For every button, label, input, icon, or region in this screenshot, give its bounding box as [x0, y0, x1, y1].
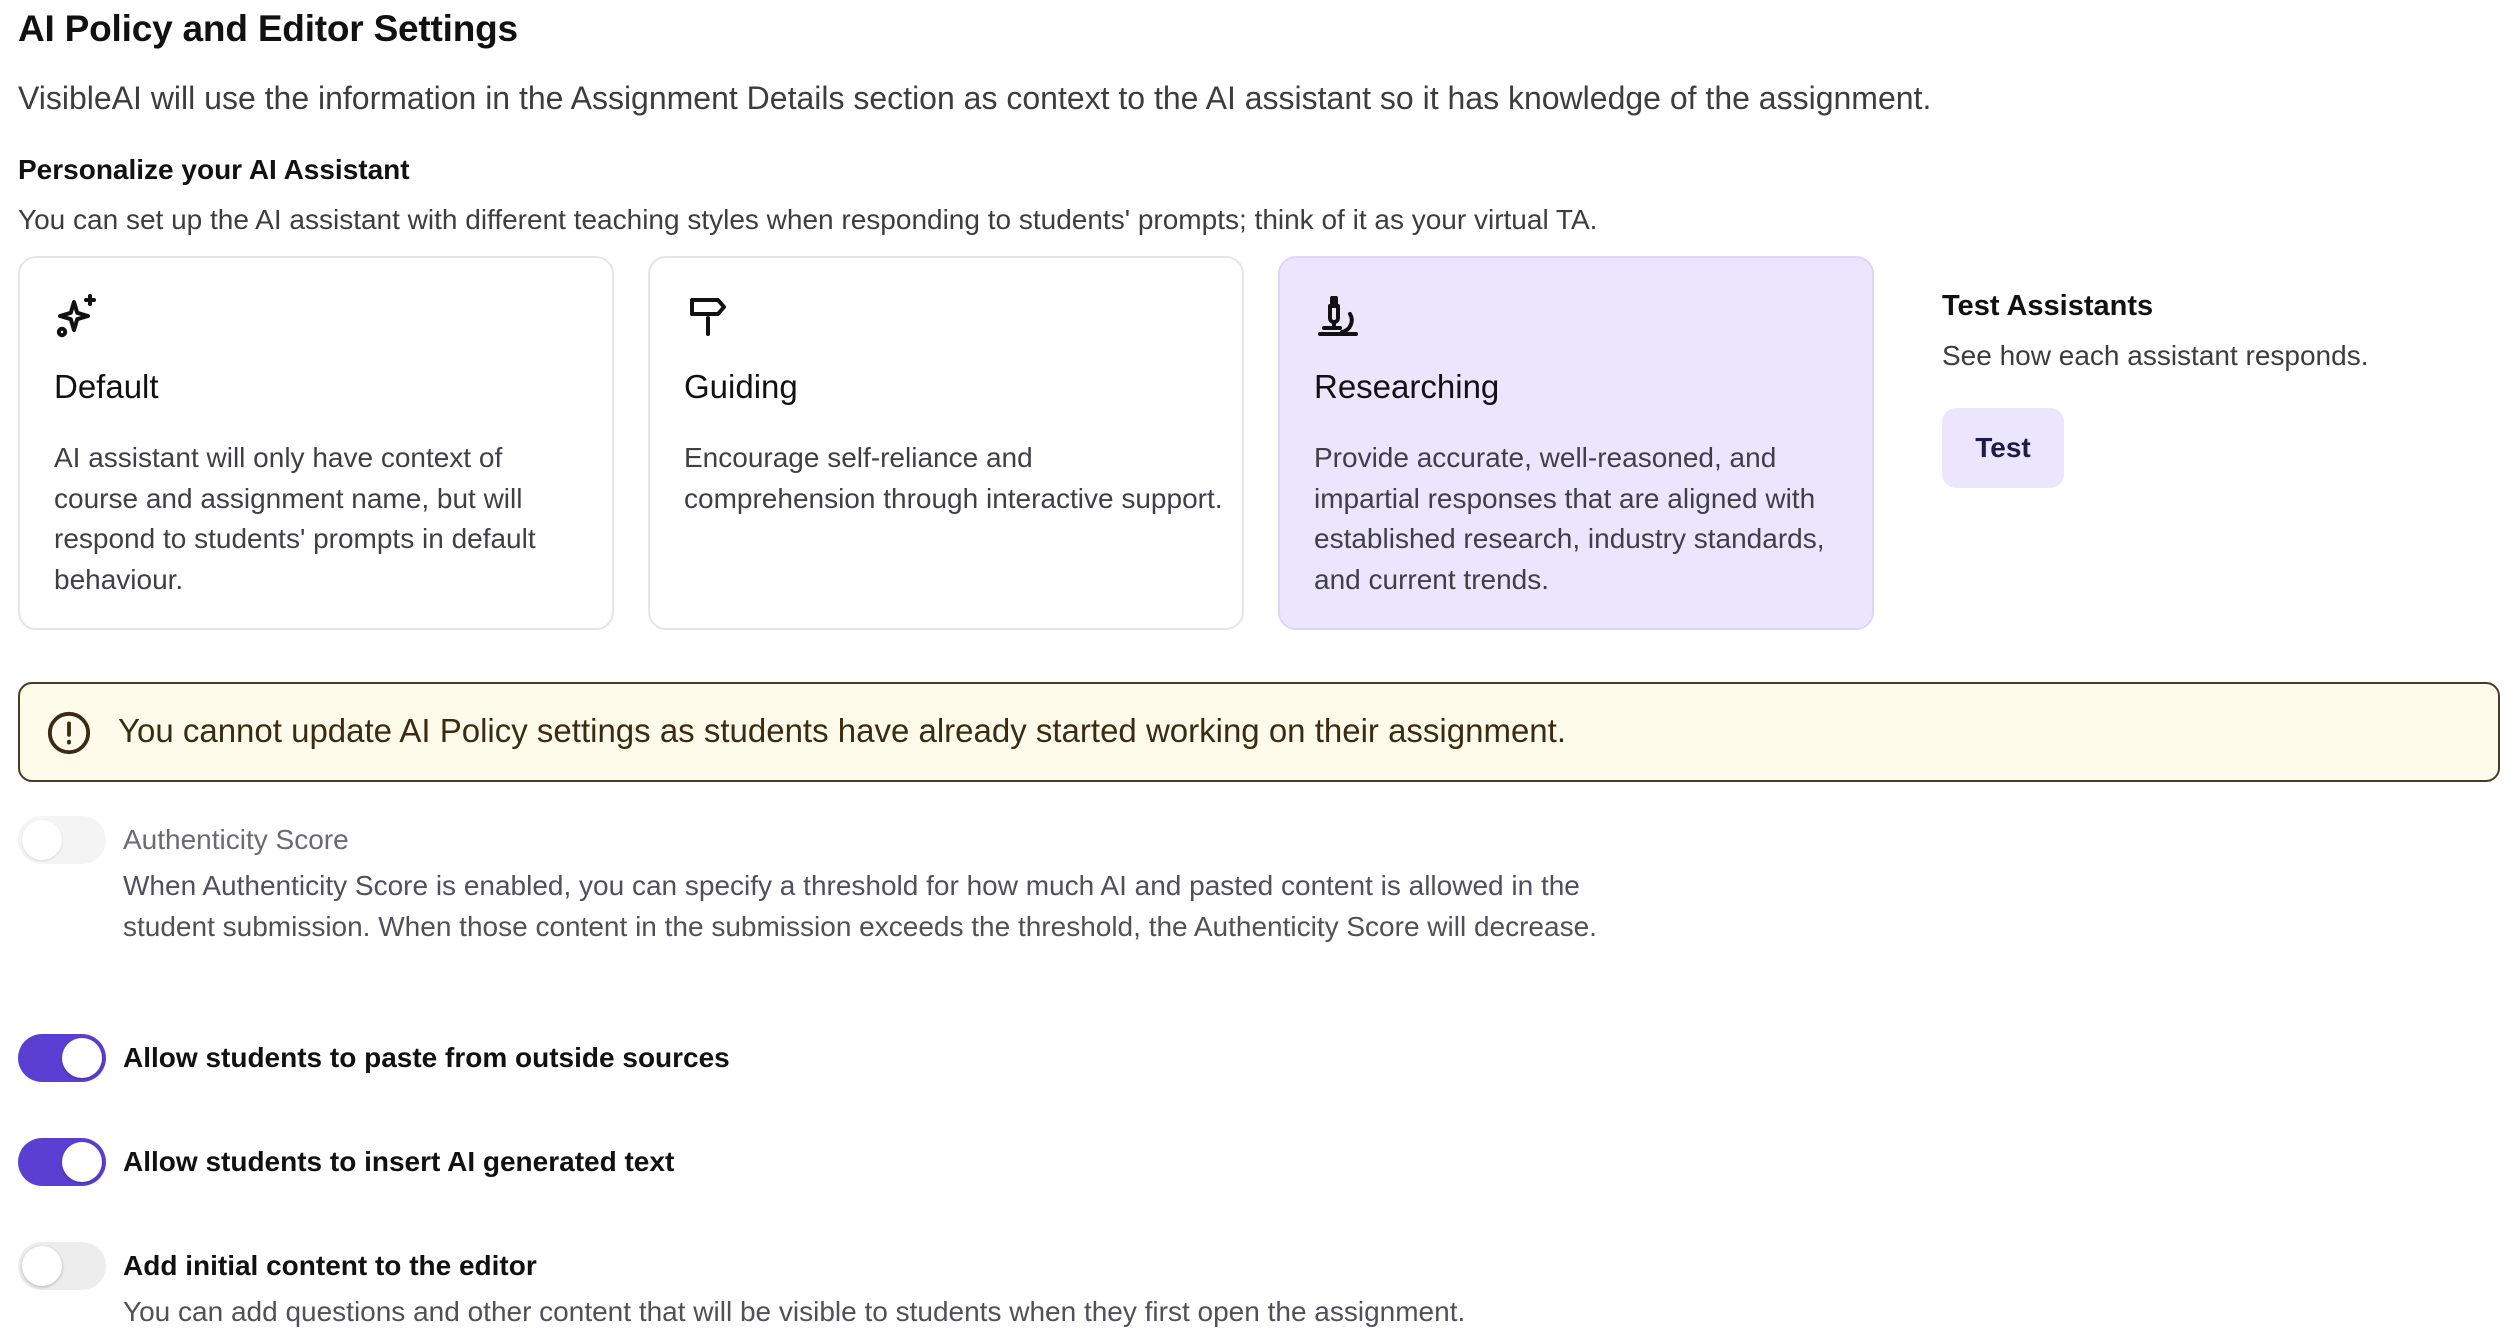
warning-banner — [18, 682, 2500, 782]
assistant-card-title: Guiding — [684, 368, 798, 405]
warning-text: You cannot update AI Policy settings as students have already started working on their assignment. — [118, 712, 1566, 749]
microscope-icon — [1314, 292, 1362, 340]
assistant-card-researching[interactable] — [1278, 256, 1874, 630]
assistant-card-default[interactable] — [18, 256, 614, 630]
sparkles-icon — [54, 292, 102, 340]
page-intro: VisibleAI will use the information in the Assignment Details section as context to the AI assistant so it has knowledge of the assignment. — [18, 80, 1932, 116]
assistant-card-description: AI assistant will only have context of course and assignment name, but will respond to students' prompts in default behaviour. — [54, 442, 536, 595]
initial-content-toggle[interactable] — [18, 1242, 106, 1290]
initial-content-description: You can add questions and other content that will be visible to students when they first open the assignment. — [123, 1296, 1466, 1327]
assistant-card-guiding[interactable] — [648, 256, 1244, 630]
authenticity-score-label: Authenticity Score — [123, 824, 349, 855]
initial-content-label: Add initial content to the editor — [123, 1250, 537, 1281]
test-assistants-heading: Test Assistants — [1942, 290, 2154, 322]
allow-ai-text-toggle[interactable] — [18, 1138, 106, 1186]
toggle-knob — [22, 820, 62, 860]
assistant-section-heading: Personalize your AI Assistant — [18, 154, 410, 185]
ai-policy-settings-panel — [18, 0, 2508, 1342]
assistant-section-description: You can set up the AI assistant with different teaching styles when responding to students' prompts; think of it as your virtual TA. — [18, 204, 1598, 235]
test-button[interactable]: Test — [1942, 408, 2064, 488]
toggle-knob — [62, 1038, 102, 1078]
allow-paste-toggle[interactable] — [18, 1034, 106, 1082]
page-title: AI Policy and Editor Settings — [18, 8, 518, 49]
assistant-card-description: Provide accurate, well-reasoned, and impartial responses that are aligned with established research, industry standards, and current trends. — [1314, 442, 1825, 595]
test-assistants-description: See how each assistant responds. — [1942, 340, 2369, 371]
assistant-card-title: Default — [54, 368, 159, 405]
authenticity-score-toggle[interactable] — [18, 816, 106, 864]
toggle-knob — [22, 1246, 62, 1286]
assistant-card-description: Encourage self-reliance and comprehension through interactive support. — [684, 442, 1223, 514]
signpost-icon — [684, 292, 732, 340]
alert-circle-icon — [46, 710, 92, 756]
allow-ai-text-label: Allow students to insert AI generated text — [123, 1146, 675, 1177]
assistant-card-title: Researching — [1314, 368, 1500, 405]
toggle-knob — [62, 1142, 102, 1182]
authenticity-score-description: When Authenticity Score is enabled, you can specify a threshold for how much AI and pasted content is allowed in the student submission. When those content in the submission exceeds the threshold, the Authenticity Score will decrease. — [123, 870, 1597, 942]
allow-paste-label: Allow students to paste from outside sources — [123, 1042, 730, 1073]
